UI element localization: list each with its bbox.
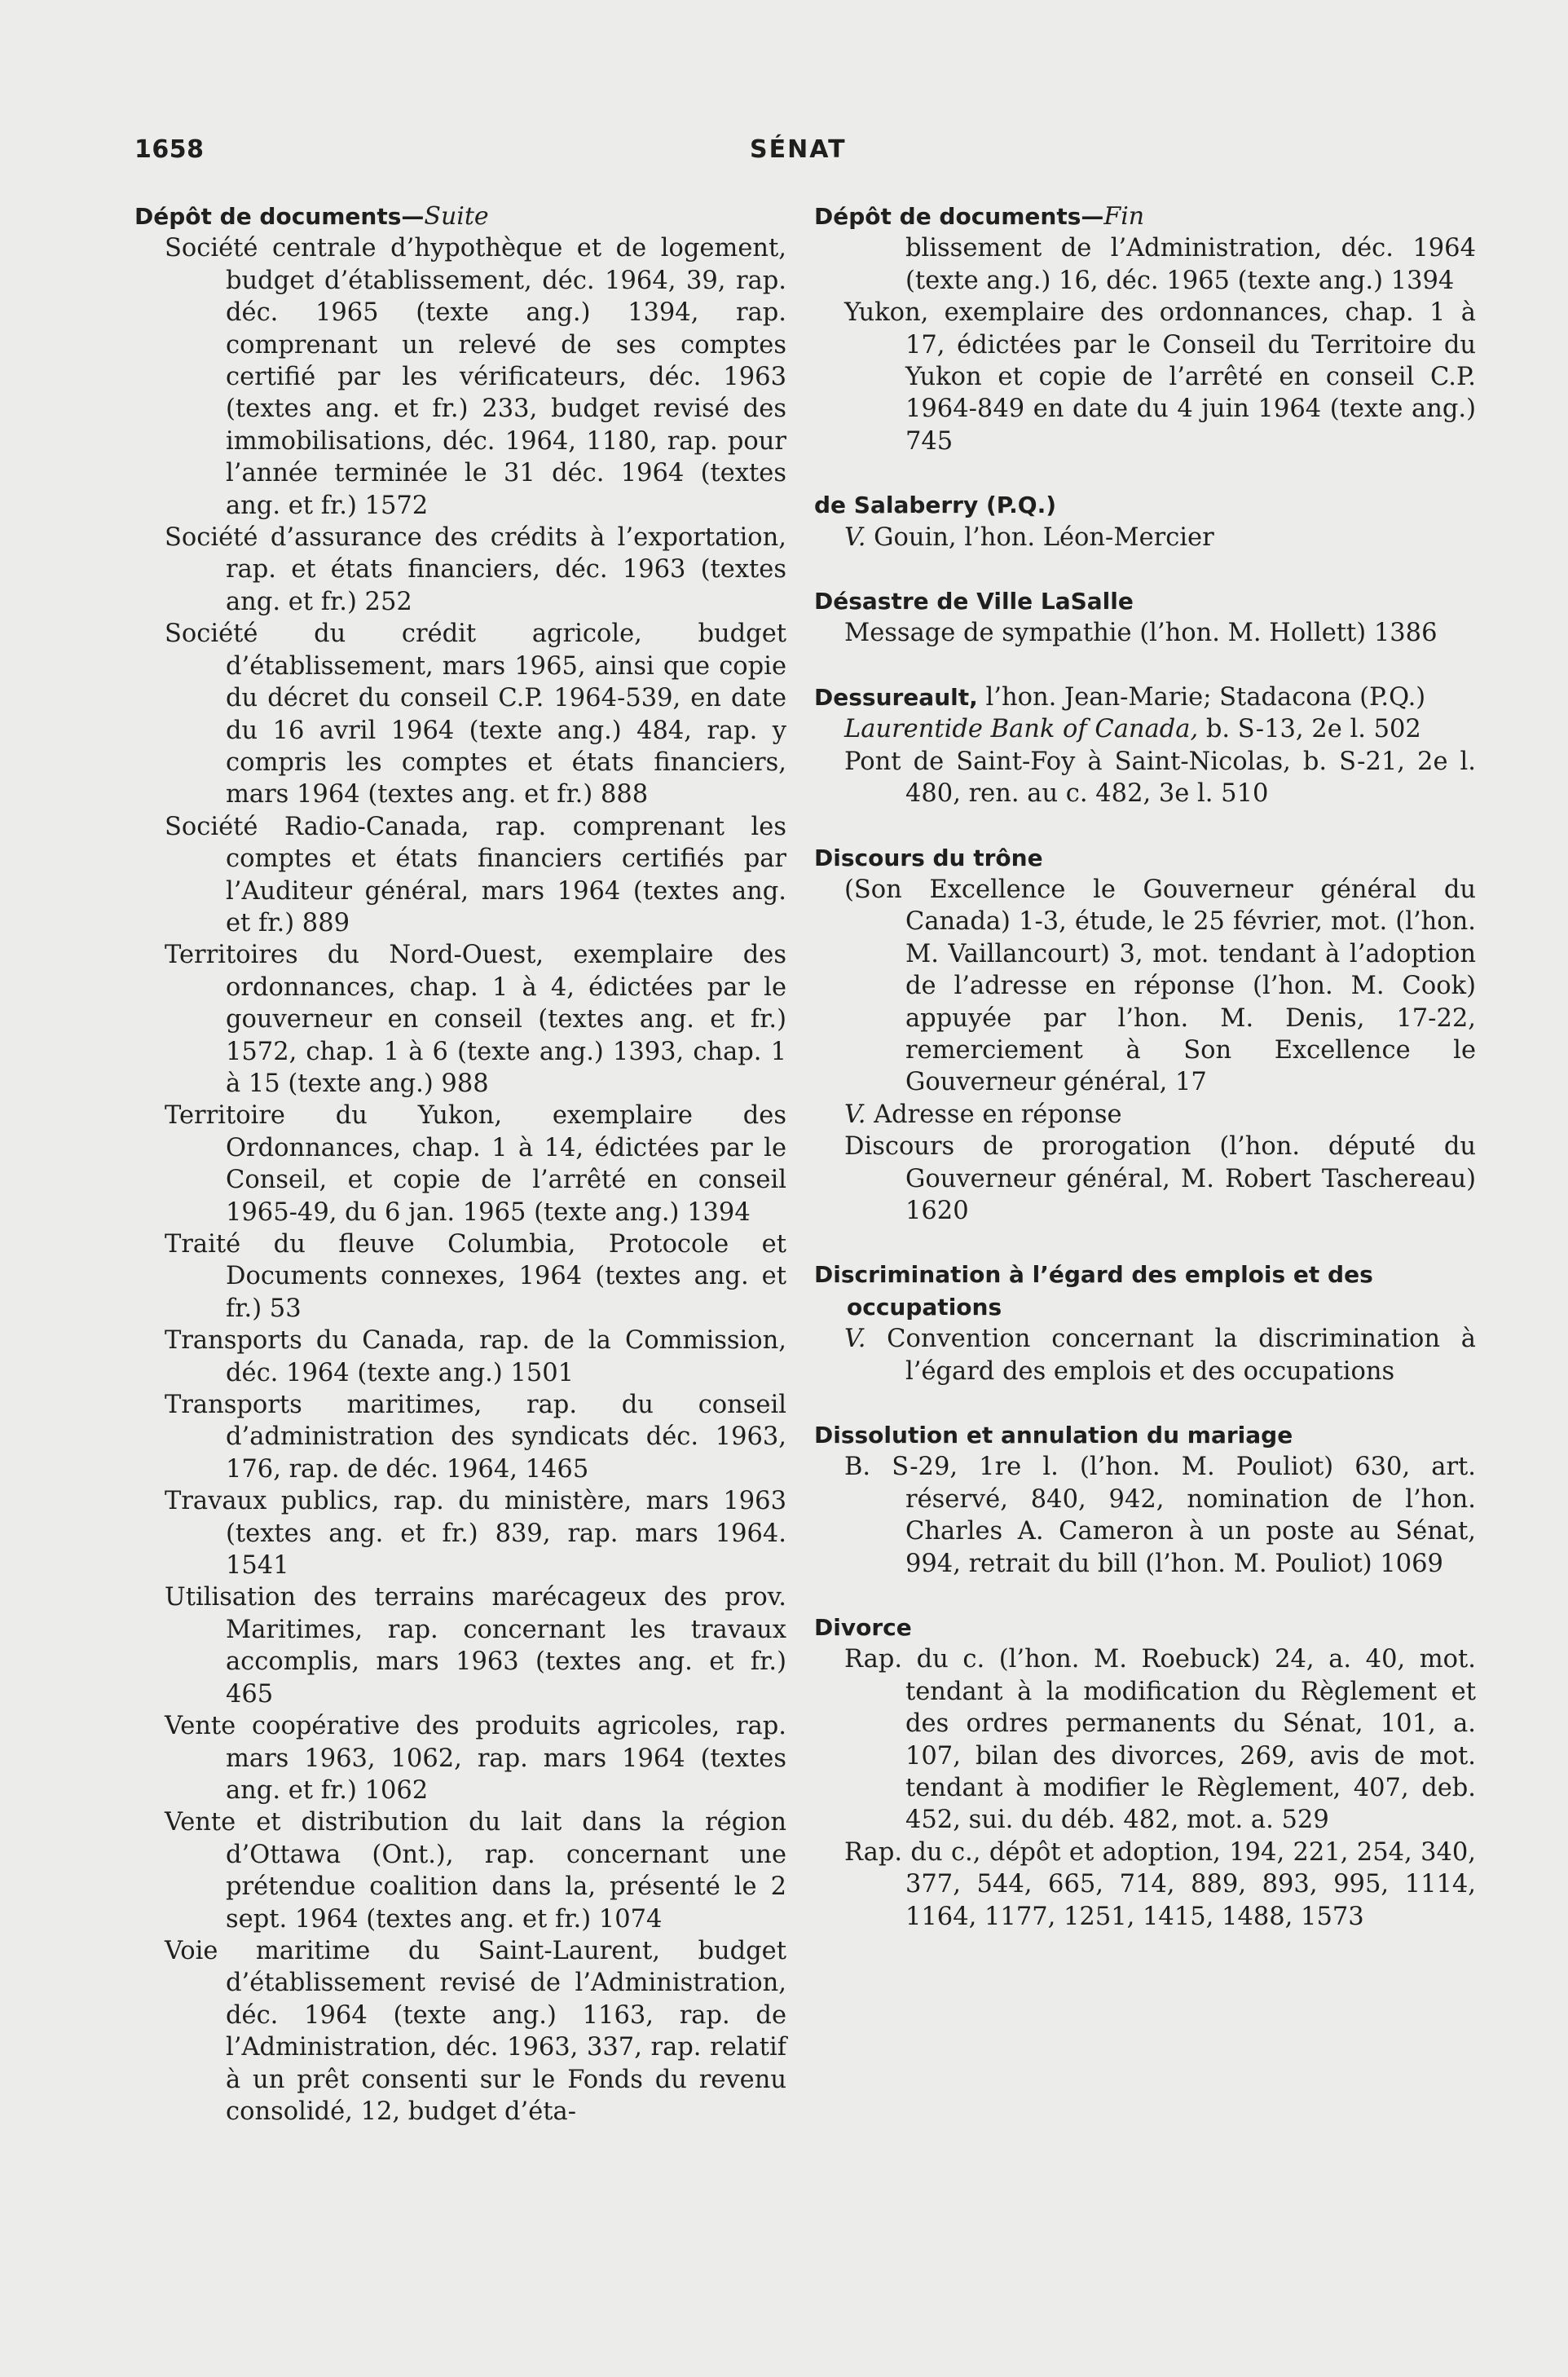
index-entry: Territoire du Yukon, exemplaire des Ordonnances, chap. 1 à 14, édictées par le Conseil, et copie de l’arrêté en conseil 1965-49, du 6 jan. 1965 (texte ang.) 1394: [165, 1101, 786, 1227]
index-entry: Vente et distribution du lait dans la région d’Ottawa (Ont.), rap. concernant une prétendue coalition dans la, présenté le 2 sept. 1964 (textes ang. et fr.) 1074: [165, 1808, 786, 1934]
index-entry: Discours de prorogation (l’hon. député du Gouverneur général, M. Robert Taschereau) 1620: [844, 1132, 1476, 1225]
see-prefix: V.: [844, 1325, 866, 1354]
running-title: SÉNAT: [750, 135, 847, 164]
index-entry: Société Radio-Canada, rap. comprenant les comptes et états financiers certifiés par l’Auditeur général, mars 1964 (textes ang. et fr.) 889: [165, 812, 786, 937]
index-heading-divorce: Divorce: [814, 1614, 912, 1642]
index-heading-desastre: Désastre de Ville LaSalle: [814, 588, 1134, 615]
heading-continued: Suite: [424, 202, 489, 231]
see-text: Convention concernant la discrimination à l’égard des emplois et des occupations: [887, 1325, 1476, 1386]
index-entry: Rap. du c. (l’hon. M. Roebuck) 24, a. 40, mot. tendant à la modification du Règlement et des ordres permanents du Sénat, 101, a. 107, bilan des divorces, 269, avis de mot. tendant à modifier le Règlement, 407, deb. 452, sui. du déb. 482, mot. a. 529: [844, 1645, 1476, 1835]
index-entry: Message de sympathie (l’hon. M. Hollett) 1386: [844, 619, 1438, 648]
index-heading-discours: Discours du trône: [814, 844, 1043, 871]
see-text: Adresse en réponse: [874, 1100, 1122, 1129]
index-entry: Utilisation des terrains marécageux des prov. Maritimes, rap. concernant les travaux accomplis, mars 1963 (textes ang. et fr.) 465: [165, 1583, 786, 1709]
index-entry: (Son Excellence le Gouverneur général du Canada) 1-3, étude, le 25 février, mot. (l’hon. M. Vaillancourt) 3, mot. tendant à l’adoption de l’adresse en réponse (l’hon. M. Cook) appuyée par l’hon. M. Denis, 17-22, remerciement à Son Excellence le Gouverneur général, 17: [844, 875, 1476, 1097]
heading-text: Dépôt de documents—: [134, 203, 425, 230]
page-number: 1658: [134, 135, 205, 164]
index-heading-dissolution: Dissolution et annulation du mariage: [814, 1422, 1293, 1449]
heading-text: Dépôt de documents—: [814, 203, 1104, 230]
page-header: [134, 135, 1479, 171]
bill-title: Laurentide Bank of Canada,: [844, 715, 1199, 744]
index-entry: Société du crédit agricole, budget d’établissement, mars 1965, ainsi que copie du décret du conseil C.P. 1964-539, en date du 16 avril 1964 (texte ang.) 484, rap. y compris les comptes et états financiers, mars 1964 (textes ang. et fr.) 888: [165, 620, 786, 809]
index-entry: Vente coopérative des produits agricoles, rap. mars 1963, 1062, rap. mars 1964 (textes ang. et fr.) 1062: [165, 1712, 786, 1805]
see-text: Gouin, l’hon. Léon-Mercier: [874, 523, 1214, 552]
heading-name-rest: l’hon. Jean-Marie; Stadacona (P.Q.): [985, 682, 1426, 712]
see-reference: [814, 1323, 1476, 1387]
see-prefix: V.: [844, 1100, 866, 1129]
heading-name: Dessureault,: [814, 683, 978, 711]
index-heading-dessureault: [814, 681, 1476, 713]
index-entry: Voie maritime du Saint-Laurent, budget d’établissement revisé de l’Administration, déc. 1964 (texte ang.) 1163, rap. de l’Administration, déc. 1963, 337, rap. relatif à un prêt consenti sur le Fonds du revenu consolidé, 12, budget d’éta-: [165, 1936, 786, 2126]
index-heading-depot-suite: [134, 201, 786, 232]
left-column: [134, 201, 786, 2128]
bill-reference: b. S-13, 2e l. 502: [1205, 715, 1421, 744]
right-column: [814, 201, 1476, 1933]
index-entry: Travaux publics, rap. du ministère, mars 1963 (textes ang. et fr.) 839, rap. mars 1964. 1541: [165, 1487, 786, 1581]
index-heading-salaberry: de Salaberry (P.Q.): [814, 492, 1057, 519]
heading-continued: Fin: [1103, 202, 1145, 231]
index-entry: Rap. du c., dépôt et adoption, 194, 221, 254, 340, 377, 544, 665, 714, 889, 893, 995, 1114, 1164, 1177, 1251, 1415, 1488, 1573: [844, 1837, 1476, 1931]
see-reference: [814, 522, 1476, 553]
index-heading-discrimination: Discrimination à l’égard des emplois et des occupations: [814, 1261, 1373, 1321]
index-entry: Société centrale d’hypothèque et de logement, budget d’établissement, déc. 1964, 39, rap. déc. 1965 (texte ang.) 1394, rap. comprenant un relevé de ses comptes certifié par les vérificateurs, déc. 1963 (textes ang. et fr.) 233, budget revisé des immobilisations, déc. 1964, 1180, rap. pour l’année terminée le 31 déc. 1964 (textes ang. et fr.) 1572: [165, 234, 786, 520]
index-entry: B. S-29, 1re l. (l’hon. M. Pouliot) 630, art. réservé, 840, 942, nomination de l’hon. Charles A. Cameron à un poste au Sénat, 994, retrait du bill (l’hon. M. Pouliot) 1069: [844, 1453, 1476, 1578]
index-entry: Transports maritimes, rap. du conseil d’administration des syndicats déc. 1963, 176, rap. de déc. 1964, 1465: [165, 1391, 786, 1484]
index-entry: [814, 713, 1476, 745]
index-entry: Société d’assurance des crédits à l’exportation, rap. et états financiers, déc. 1963 (textes ang. et fr.) 252: [165, 523, 786, 616]
see-reference: [814, 1099, 1476, 1131]
index-entry: Pont de Saint-Foy à Saint-Nicolas, b. S-21, 2e l. 480, ren. au c. 482, 3e l. 510: [844, 747, 1476, 809]
index-entry: Yukon, exemplaire des ordonnances, chap. 1 à 17, édictées par le Conseil du Territoire du Yukon et copie de l’arrêté en conseil C.P. 1964-849 en date du 4 juin 1964 (texte ang.) 745: [844, 298, 1476, 456]
see-prefix: V.: [844, 523, 866, 552]
index-entry: Traité du fleuve Columbia, Protocole et Documents connexes, 1964 (textes ang. et fr.) 53: [165, 1230, 786, 1323]
index-entry-continuation: blissement de l’Administration, déc. 1964 (texte ang.) 16, déc. 1965 (texte ang.) 1394: [905, 234, 1476, 295]
index-entry: Territoires du Nord-Ouest, exemplaire des ordonnances, chap. 1 à 4, édictées par le gouverneur en conseil (textes ang. et fr.) 1572, chap. 1 à 6 (texte ang.) 1393, chap. 1 à 15 (texte ang.) 988: [165, 941, 786, 1098]
index-entry: Transports du Canada, rap. de la Commission, déc. 1964 (texte ang.) 1501: [165, 1326, 786, 1387]
index-heading-depot-fin: [814, 201, 1476, 232]
